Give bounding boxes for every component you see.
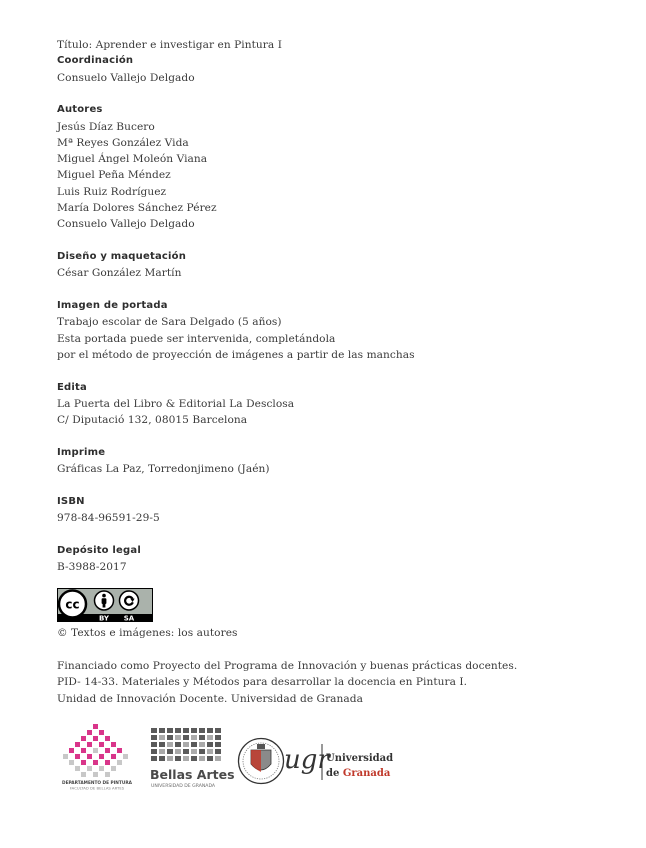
- design-heading: Diseño y maquetación: [57, 251, 187, 263]
- cover-description: Esta portada puede ser intervenida, completándola: [57, 332, 336, 345]
- bellas-artes-sub: UNIVERSIDAD DE GRANADA: [151, 784, 216, 789]
- cc-by-sa-license-badge: [57, 588, 153, 622]
- cover-description: por el método de proyección de imágenes a partir de las manchas: [57, 348, 415, 361]
- funding-line: PID- 14-33. Materiales y Métodos para desarrollar la docencia en Pintura I.: [57, 676, 468, 689]
- legal-deposit-heading: Depósito legal: [57, 544, 141, 556]
- author-name: María Dolores Sánchez Pérez: [57, 202, 217, 215]
- department-logo-line1: DEPARTAMENTO DE PINTURA: [62, 781, 132, 786]
- funding-line: Financiado como Proyecto del Programa de Innovación y buenas prácticas docentes.: [57, 660, 518, 672]
- institution-logos: [57, 720, 617, 795]
- funding-line: Unidad de Innovación Docente. Universidad de Granada: [57, 692, 363, 705]
- publisher-heading: Edita: [57, 381, 87, 393]
- ugr-universidad-label: Universidad: [326, 753, 394, 764]
- coordination-heading: Coordinación: [57, 55, 134, 67]
- book-title: Título: Aprender e investigar en Pintura I: [57, 39, 282, 51]
- publisher-address: C/ Diputació 132, 08015 Barcelona: [57, 414, 248, 427]
- coordinator-name: Consuelo Vallejo Delgado: [57, 71, 195, 84]
- authors-heading: Autores: [57, 104, 103, 116]
- colophon: [57, 37, 617, 575]
- funding-statement: [57, 658, 517, 707]
- department-of-painting-logo: [60, 720, 134, 792]
- sa-label: SA: [123, 614, 135, 623]
- bellas-artes-logo: [148, 726, 235, 792]
- author-name: Consuelo Vallejo Delgado: [57, 218, 195, 231]
- universidad-de-granada-logo: [237, 734, 397, 788]
- printer-heading: Imprime: [57, 446, 106, 458]
- cc-icon: cc: [65, 597, 80, 612]
- publisher-name: La Puerta del Libro & Editorial La Desclosa: [57, 397, 295, 410]
- author-name: Miguel Peña Méndez: [57, 169, 171, 182]
- author-name: Miguel Ángel Moleón Viana: [57, 153, 208, 166]
- person-icon: [102, 594, 106, 598]
- author-name: Luis Ruiz Rodríguez: [57, 185, 167, 198]
- cover-description: Trabajo escolar de Sara Delgado (5 años): [57, 316, 282, 329]
- legal-deposit-value: B-3988-2017: [57, 561, 127, 574]
- copyright-notice: © Textos e imágenes: los autores: [57, 627, 238, 639]
- bellas-artes-name: Bellas Artes: [150, 767, 235, 782]
- cover-image-heading: Imagen de portada: [57, 300, 168, 312]
- author-name: Mª Reyes González Vida: [57, 136, 189, 149]
- isbn-value: 978-84-96591-29-5: [57, 512, 160, 525]
- ugr-granada-label: de Granada: [326, 768, 391, 779]
- ugr-mark: ugr: [284, 745, 330, 775]
- designer-name: César González Martín: [57, 267, 182, 280]
- by-label: BY: [98, 614, 110, 623]
- isbn-heading: ISBN: [57, 495, 85, 507]
- department-logo-line2: FACULTAD DE BELLAS ARTES: [69, 785, 125, 791]
- author-name: Jesús Díaz Bucero: [57, 120, 155, 133]
- printer-name: Gráficas La Paz, Torredonjimeno (Jaén): [57, 463, 270, 476]
